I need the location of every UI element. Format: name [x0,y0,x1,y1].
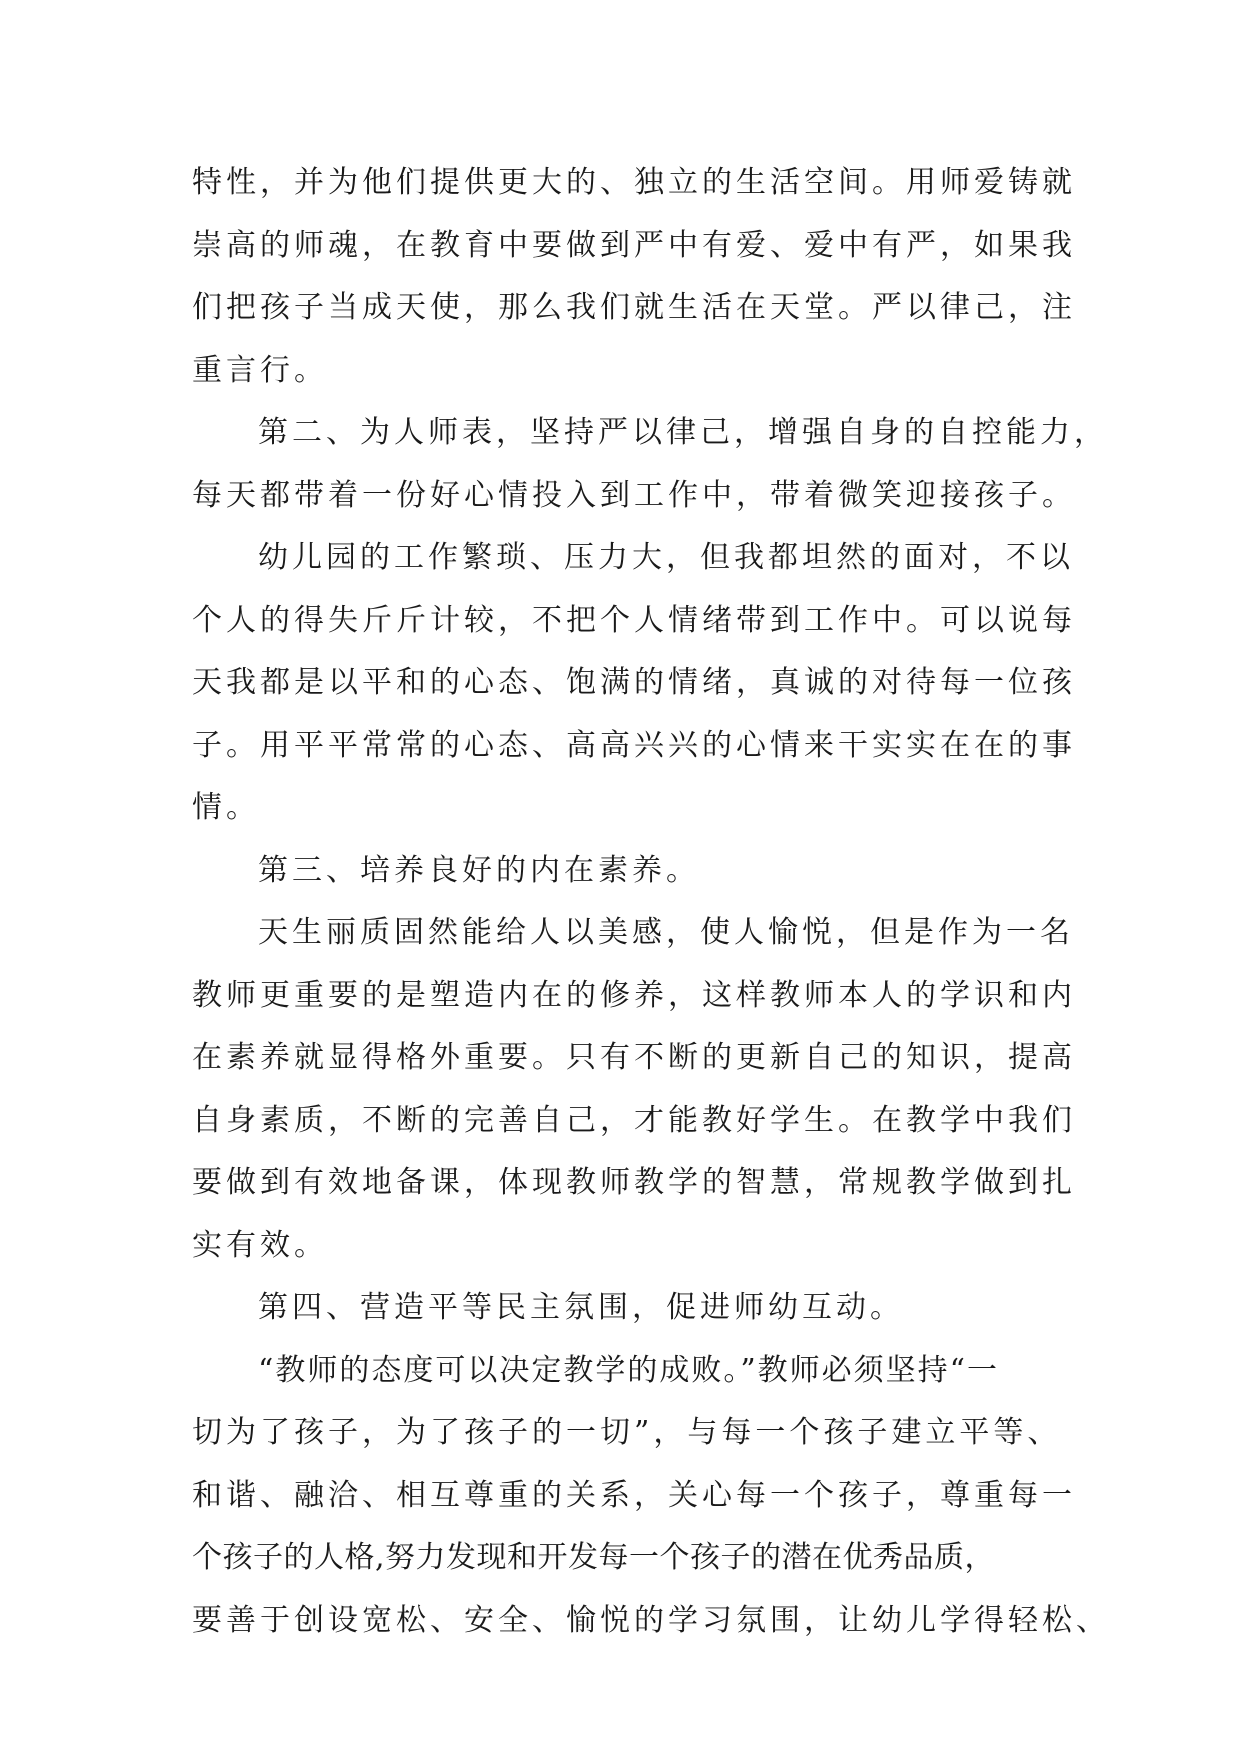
section-heading-three: 第三、培养良好的内在素养。 [258,852,700,888]
text-line: 重言行。 [192,352,328,388]
section-heading-four: 第四、营造平等民主氛围，促进师幼互动。 [258,1290,904,1325]
text-line: 教师更重要的是塑造内在的修养，这样教师本人的学识和内 [192,977,1076,1013]
paragraph-start: “教师的态度可以决定教学的成败。”教师必须坚持“一 [258,1352,1000,1388]
text-line: 天我都是以平和的心态、饱满的情绪，真诚的对待每一位孩 [192,665,1076,700]
text-line: 实有效。 [192,1227,328,1263]
text-line: 在素养就显得格外重要。只有不断的更新自己的知识，提高 [192,1040,1076,1075]
text-line: 个人的得失斤斤计较，不把个人情绪带到工作中。可以说每 [192,602,1076,638]
text-line: 每天都带着一份好心情投入到工作中，带着微笑迎接孩子。 [192,477,1076,513]
text-line: 子。用平平常常的心态、高高兴兴的心情来干实实在在的事 [192,727,1076,763]
text-line: 和谐、融洽、相互尊重的关系，关心每一个孩子，尊重每一 [192,1477,1076,1513]
paragraph-start: 天生丽质固然能给人以美感，使人愉悦，但是作为一名 [258,915,1074,950]
text-line: 自身素质，不断的完善自己，才能教好学生。在教学中我们 [192,1102,1076,1138]
section-heading-two: 第二、为人师表，坚持严以律己，增强自身的自控能力， [258,415,1108,450]
text-line: 要善于创设宽松、安全、愉悦的学习氛围，让幼儿学得轻松、 [192,1602,1110,1638]
text-line: 切为了孩子，为了孩子的一切”，与每一个孩子建立平等、 [192,1415,1062,1450]
text-line: 情。 [192,790,260,825]
text-line: 崇高的师魂，在教育中要做到严中有爱、爱中有严，如果我 [192,227,1076,263]
text-line: 要做到有效地备课，体现教师教学的智慧，常规教学做到扎 [192,1165,1076,1200]
text-line: 个孩子的人格,努力发现和开发每一个孩子的潜在优秀品质， [192,1540,996,1575]
text-line: 特性，并为他们提供更大的、独立的生活空间。用师爱铸就 [192,165,1076,200]
text-line: 们把孩子当成天使，那么我们就生活在天堂。严以律己，注 [192,290,1076,325]
paragraph-start: 幼儿园的工作繁琐、压力大，但我都坦然的面对，不以 [258,540,1074,575]
body-text [192,152,1110,1652]
